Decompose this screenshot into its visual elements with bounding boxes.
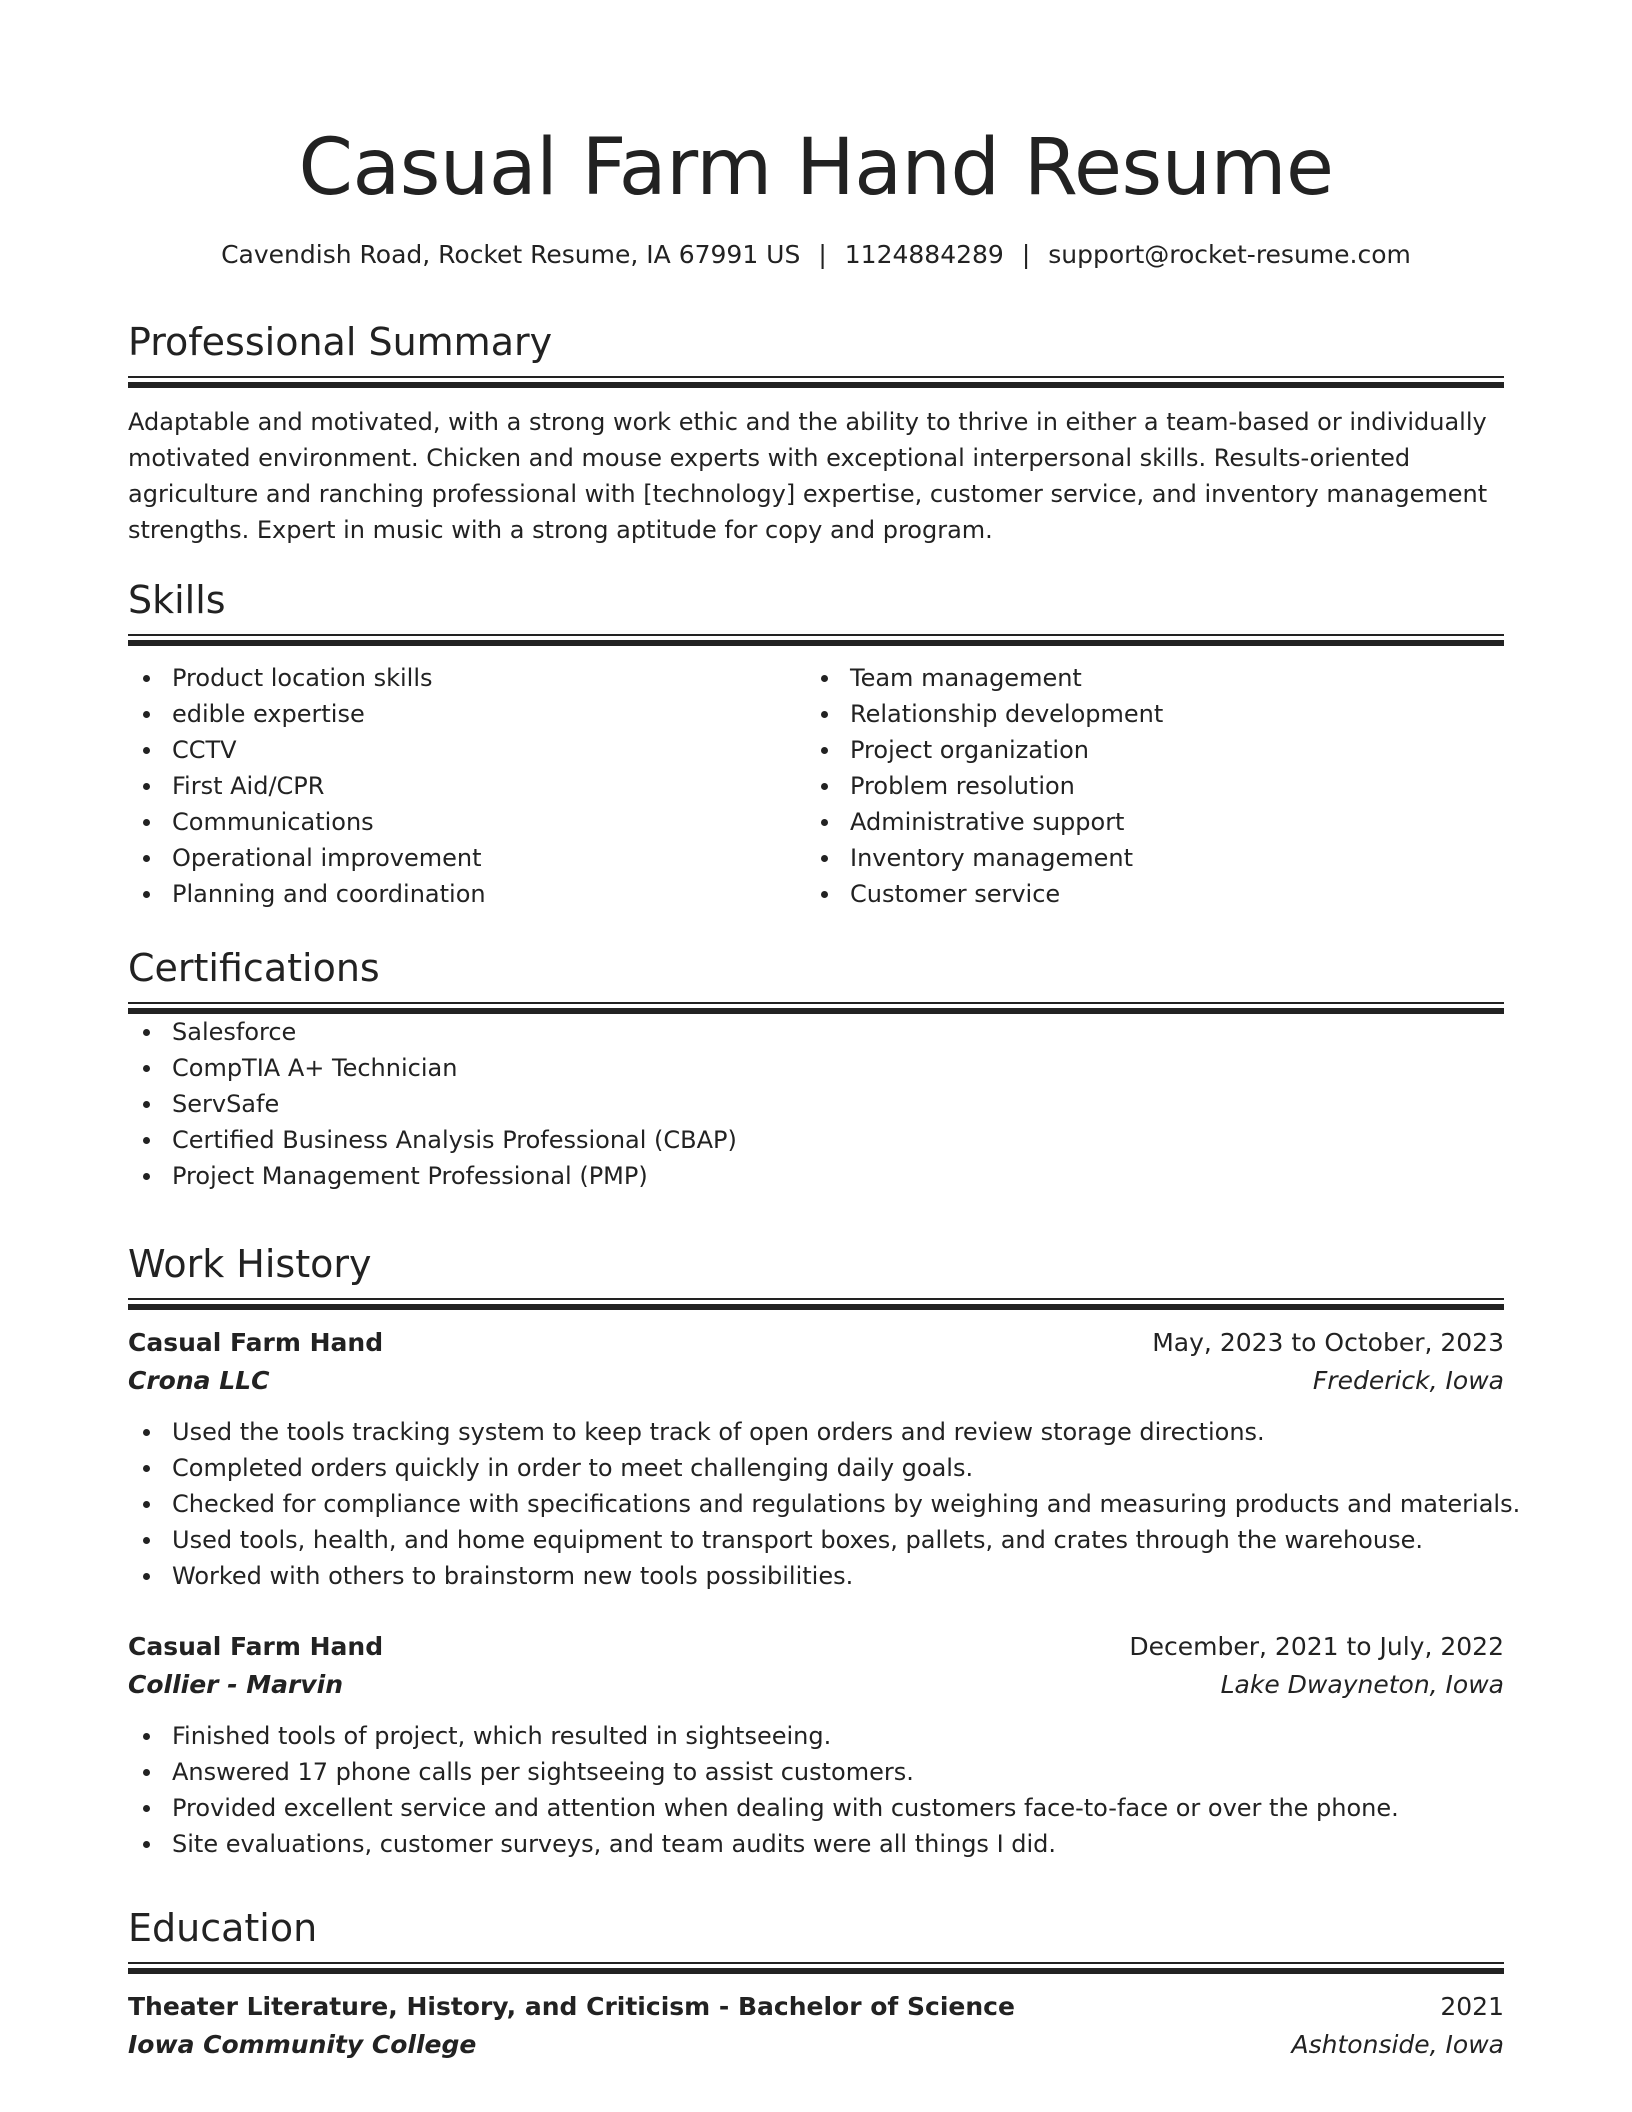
- contact-phone: 1124884289: [844, 240, 1004, 269]
- section-heading: Skills: [128, 578, 226, 622]
- certifications-list: [128, 1014, 1504, 1194]
- job-duty: Used the tools tracking system to keep track of open orders and review storage directions.: [128, 1414, 1504, 1450]
- certification-item: Certified Business Analysis Professional (CBAP): [128, 1122, 1504, 1158]
- job-company-row: [128, 1362, 1504, 1400]
- section-divider: [128, 1298, 1504, 1310]
- section-divider: [128, 376, 1504, 388]
- job-header-row: [128, 1628, 1504, 1666]
- section-heading: Education: [128, 1906, 318, 1950]
- job-duties-list: [128, 1718, 1504, 1862]
- contact-line: [128, 237, 1504, 273]
- skill-item: Relationship development: [806, 696, 1484, 732]
- job-entry: [128, 1324, 1521, 1594]
- job-entry: [128, 1628, 1504, 1862]
- skill-item: edible expertise: [128, 696, 806, 732]
- certification-item: Project Management Professional (PMP): [128, 1158, 1504, 1194]
- job-duty: Provided excellent service and attention when dealing with customers face-to-face or over the phone.: [128, 1790, 1504, 1826]
- job-location: Frederick, Iowa: [1312, 1366, 1504, 1395]
- resume-title: Casual Farm Hand Resume: [298, 123, 1334, 213]
- skill-item: CCTV: [128, 732, 806, 768]
- job-duty: Used tools, health, and home equipment to transport boxes, pallets, and crates through the warehouse.: [128, 1522, 1504, 1558]
- skills-list-right: [806, 660, 1484, 912]
- job-duties-list: [128, 1414, 1521, 1594]
- skill-item: Team management: [806, 660, 1484, 696]
- certification-item: Salesforce: [128, 1014, 1504, 1050]
- education-header-row: [128, 1988, 1504, 2026]
- job-duty: Finished tools of project, which resulted in sightseeing.: [128, 1718, 1504, 1754]
- contact-separator: |: [818, 240, 827, 269]
- certifications-section: [128, 944, 1504, 1194]
- job-header-row: [128, 1324, 1504, 1362]
- certification-item: CompTIA A+ Technician: [128, 1050, 1504, 1086]
- summary-section: [128, 318, 1504, 548]
- skill-item: First Aid/CPR: [128, 768, 806, 804]
- job-duty: Worked with others to brainstorm new tools possibilities.: [128, 1558, 1504, 1594]
- skill-item: Administrative support: [806, 804, 1484, 840]
- education-year: 2021: [1440, 1992, 1504, 2021]
- skill-item: Problem resolution: [806, 768, 1484, 804]
- section-heading: Certifications: [128, 946, 380, 990]
- job-company: Collier - Marvin: [128, 1670, 344, 1699]
- section-divider: [128, 634, 1504, 646]
- section-divider: [128, 1002, 1504, 1014]
- skill-item: Planning and coordination: [128, 876, 806, 912]
- skill-item: Operational improvement: [128, 840, 806, 876]
- job-duty: Checked for compliance with specifications and regulations by weighing and measuring products and materials.: [128, 1486, 1504, 1522]
- section-heading: Professional Summary: [128, 320, 553, 364]
- summary-text: Adaptable and motivated, with a strong work ethic and the ability to thrive in either a team-based or individually motivated environment. Chicken and mouse experts with exceptional interpersonal skills. Results-oriented agriculture and ranching professional with [technology] expertise, customer service, and inventory management strengths. Expert in music with a strong aptitude for copy and program.: [128, 408, 1488, 544]
- job-location: Lake Dwayneton, Iowa: [1220, 1670, 1504, 1699]
- certification-item: ServSafe: [128, 1086, 1504, 1122]
- education-section: [128, 1904, 1504, 2064]
- skills-list-left: [128, 660, 806, 912]
- job-duty: Answered 17 phone calls per sightseeing to assist customers.: [128, 1754, 1504, 1790]
- education-degree: Theater Literature, History, and Criticism - Bachelor of Science: [128, 1992, 1015, 2021]
- education-school-row: [128, 2026, 1504, 2064]
- job-company: Crona LLC: [128, 1366, 270, 1395]
- skills-section: [128, 576, 1504, 912]
- contact-email: support@rocket-resume.com: [1048, 240, 1411, 269]
- job-duty: Completed orders quickly in order to meet challenging daily goals.: [128, 1450, 1504, 1486]
- skill-item: Communications: [128, 804, 806, 840]
- job-dates: May, 2023 to October, 2023: [1152, 1328, 1504, 1357]
- education-entry: [128, 1988, 1504, 2064]
- skill-item: Product location skills: [128, 660, 806, 696]
- section-heading: Work History: [128, 1242, 372, 1286]
- skill-item: Project organization: [806, 732, 1484, 768]
- job-dates: December, 2021 to July, 2022: [1129, 1632, 1504, 1661]
- job-title: Casual Farm Hand: [128, 1632, 384, 1661]
- skill-item: Inventory management: [806, 840, 1484, 876]
- work-history-section: [128, 1240, 1521, 1862]
- job-company-row: [128, 1666, 1504, 1704]
- contact-separator: |: [1021, 240, 1031, 269]
- section-divider: [128, 1962, 1504, 1974]
- job-duty: Site evaluations, customer surveys, and team audits were all things I did.: [128, 1826, 1504, 1862]
- skills-columns: [128, 660, 1504, 912]
- contact-address: Cavendish Road, Rocket Resume, IA 67991 US: [221, 240, 801, 269]
- job-title: Casual Farm Hand: [128, 1328, 384, 1357]
- skill-item: Customer service: [806, 876, 1484, 912]
- education-location: Ashtonside, Iowa: [1291, 2030, 1504, 2059]
- education-school: Iowa Community College: [128, 2030, 477, 2059]
